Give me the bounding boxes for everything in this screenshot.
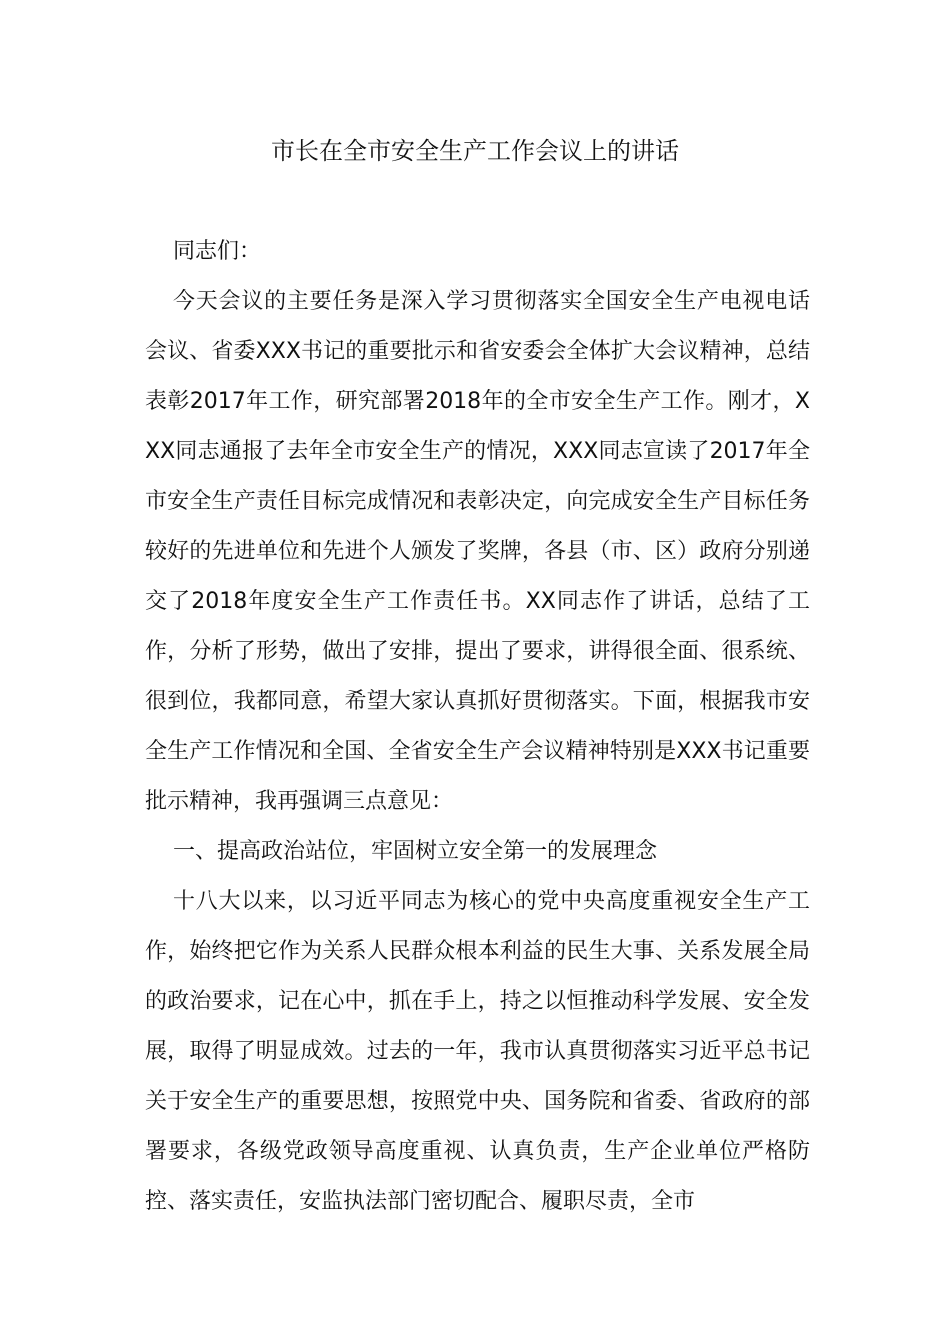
salutation-paragraph: 同志们：	[173, 239, 262, 264]
intro-paragraph: 今天会议的主要任务是深入学习贯彻落实全国安全生产电视电话会议、省委XXX书记的重要批示和省安委会全体扩大会议精神，总结表彰2017年工作，研究部署2018年的全市安全生产工作。刚才，XXX同志通报了去年全市安全生产的情况，XXX同志宣读了2017年全市安全生产责任目标完成情况和表彰决定，向完成安全生产目标任务较好的先进单位和先进个人颁发了奖牌，各县（市、区）政府分别递交了2018年度安全生产工作责任书。XX同志作了讲话，总结了工作，分析了形势，做出了安排，提出了要求，讲得很全面、很系统、很到位，我都同意，希望大家认真抓好贯彻落实。下面，根据我市安全生产工作情况和全国、全省安全生产会议精神特别是XXX书记重要批示精神，我再强调三点意见：	[145, 289, 810, 814]
body-paragraph: 十八大以来，以习近平同志为核心的党中央高度重视安全生产工作，始终把它作为关系人民群众根本利益的民生大事、关系发展全局的政治要求，记在心中，抓在手上，持之以恒推动科学发展、安全发展，取得了明显成效。过去的一年，我市认真贯彻落实习近平总书记关于安全生产的重要思想，按照党中央、国务院和省委、省政府的部署要求，各级党政领导高度重视、认真负责，生产企业单位严格防控、落实责任，安监执法部门密切配合、履职尽责，全市	[145, 889, 810, 1214]
document-body	[145, 227, 810, 1227]
section-heading-1: 一、提高政治站位，牢固树立安全第一的发展理念	[173, 839, 658, 864]
document-title: 市长在全市安全生产工作会议上的讲话	[271, 137, 679, 165]
